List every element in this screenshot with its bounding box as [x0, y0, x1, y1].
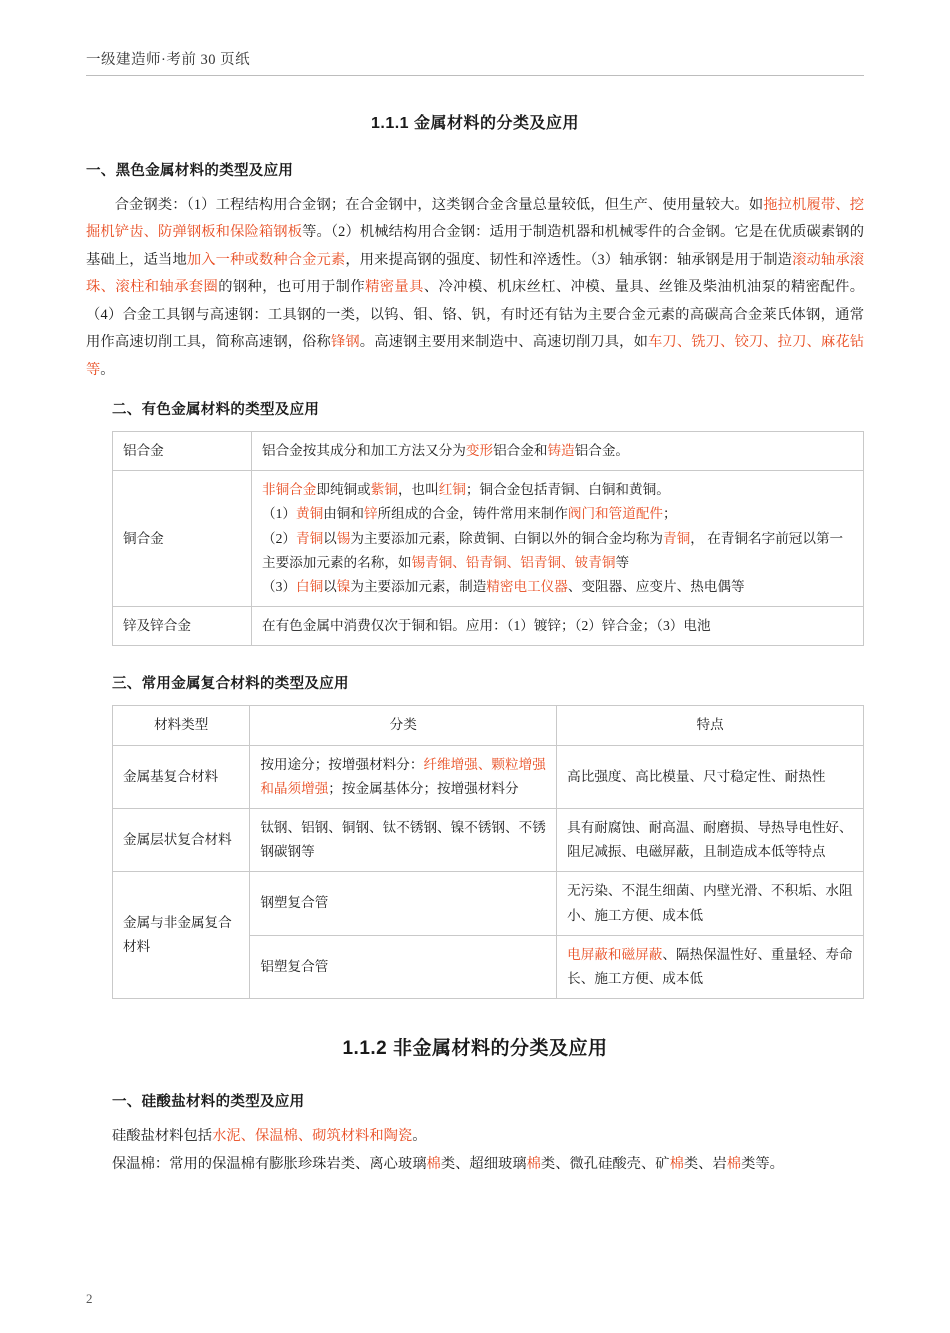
cell-material-desc [252, 471, 864, 607]
table-row [113, 808, 864, 871]
page-number: 2 [86, 1291, 93, 1306]
subsection-title-silicate-materials: 一、硅酸盐材料的类型及应用 [112, 1094, 305, 1111]
section-title-1-1-2: 1.1.2 非金属材料的分类及应用 [342, 1038, 608, 1060]
table-composite-materials [112, 705, 864, 999]
desc-line: （1）黄铜由铜和锌所组成的合金，铸件常用来制作阀门和管道配件； [262, 506, 677, 522]
cell-material-name: 铝合金 [113, 432, 252, 471]
table-row [113, 607, 864, 646]
table-row [113, 872, 864, 935]
column-header-features: 特点 [557, 706, 864, 745]
table-row [113, 745, 864, 808]
cell-material-desc: 铝合金按其成分和加工方法又分为变形铝合金和铸造铝合金。 [252, 432, 864, 471]
silicate-paragraphs [112, 1123, 864, 1178]
paragraph-alloy-steel: 合金钢类：（1）工程结构用合金钢；在合金钢中，这类钢合金含量总量较低，但生产、使用量较大。如拖拉机履带、挖掘机铲齿、防弹钢板和保险箱钢板等。（2）机械结构用合金钢：适用于制造机器和机械零件的合金钢。它是在优质碳素钢的基础上，适当地加入一种或数种合金元素，用来提高钢的强度、韧性和淬透性。（3）轴承钢：轴承钢是用于制造滚动轴承滚珠、滚柱和轴承套圈的钢种，也可用于制作精密量具、冷冲模、机床丝杠、冲模、量具、丝锥及柴油机油泵的精密配件。（4）合金工具钢与高速钢：工具钢的一类，以钨、钼、铬、钒，有时还有钴为主要合金元素的高碳高合金莱氏体钢，通常用作高速切削工具，简称高速钢，俗称锋钢。高速钢主要用来制造中、高速切削刀具，如车刀、铣刀、铰刀、拉刀、麻花钻等。 [86, 197, 865, 378]
desc-line: （2）青铜以锡为主要添加元素，除黄铜、白铜以外的铜合金均称为青铜， 在青铜名字前冠以第一主要添加元素的名称，如锡青铜、铅青铜、铝青铜、铍青铜等 [262, 530, 844, 570]
cell-material-desc: 在有色金属中消费仅次于铜和铝。应用：（1）镀锌；（2）锌合金；（3）电池 [252, 607, 864, 646]
cell-classification: 铝塑复合管 [250, 935, 557, 998]
table-nonferrous-metals [112, 431, 864, 646]
paragraph-insulation-cotton: 保温棉：常用的保温棉有膨胀珍珠岩类、离心玻璃棉类、超细玻璃棉类、微孔硅酸壳、矿棉类、岩棉类等。 [112, 1155, 784, 1172]
cell-classification: 钢塑复合管 [250, 872, 557, 935]
cell-material-type: 金属层状复合材料 [113, 808, 250, 871]
desc-line: （3）白铜以镍为主要添加元素，制造精密电工仪器、变阻器、应变片、热电偶等 [262, 579, 745, 594]
paragraph-silicate-includes: 硅酸盐材料包括水泥、保温棉、砌筑材料和陶瓷。 [112, 1128, 427, 1145]
table-body [113, 745, 864, 999]
cell-material-name: 锌及锌合金 [113, 607, 252, 646]
cell-material-type: 金属与非金属复合材料 [113, 872, 250, 999]
desc-line: 非铜合金即纯铜或紫铜，也叫红铜；铜合金包括青铜、白铜和黄铜。 [262, 482, 670, 498]
page-header: 一级建造师·考前 30 页纸 [86, 48, 864, 76]
table-nonferrous-wrapper [112, 431, 864, 646]
cell-features: 高比强度、高比模量、尺寸稳定性、耐热性 [557, 745, 864, 808]
table-body [113, 432, 864, 646]
table-header-row [113, 706, 864, 745]
subsection-title-ferrous-metals: 一、黑色金属材料的类型及应用 [86, 163, 294, 179]
cell-material-type: 金属基复合材料 [113, 745, 250, 808]
subsection-title-composite-metals: 三、常用金属复合材料的类型及应用 [112, 676, 349, 693]
table-row [113, 432, 864, 471]
subsection-title-nonferrous-metals: 二、有色金属材料的类型及应用 [112, 402, 320, 419]
table-row [113, 471, 864, 607]
column-header-classification: 分类 [250, 706, 557, 745]
cell-classification: 按用途分；按增强材料分：纤维增强、颗粒增强和晶须增强；按金属基体分；按增强材料分 [250, 745, 557, 808]
cell-classification: 钛钢、铝钢、铜钢、钛不锈钢、镍不锈钢、不锈钢碳钢等 [250, 808, 557, 871]
section-title-1-1-1: 1.1.1 金属材料的分类及应用 [370, 115, 580, 132]
cell-features: 电屏蔽和磁屏蔽、隔热保温性好、重量轻、寿命长、施工方便、成本低 [557, 935, 864, 998]
table-head [113, 706, 864, 745]
cell-features: 具有耐腐蚀、耐高温、耐磨损、导热导电性好、阻尼减振、电磁屏蔽，且制造成本低等特点 [557, 808, 864, 871]
column-header-material-type: 材料类型 [113, 706, 250, 745]
cell-features: 无污染、不混生细菌、内壁光滑、不积垢、水阻小、施工方便、成本低 [557, 872, 864, 935]
cell-material-name: 铜合金 [113, 471, 252, 607]
table-composite-wrapper [112, 705, 864, 999]
